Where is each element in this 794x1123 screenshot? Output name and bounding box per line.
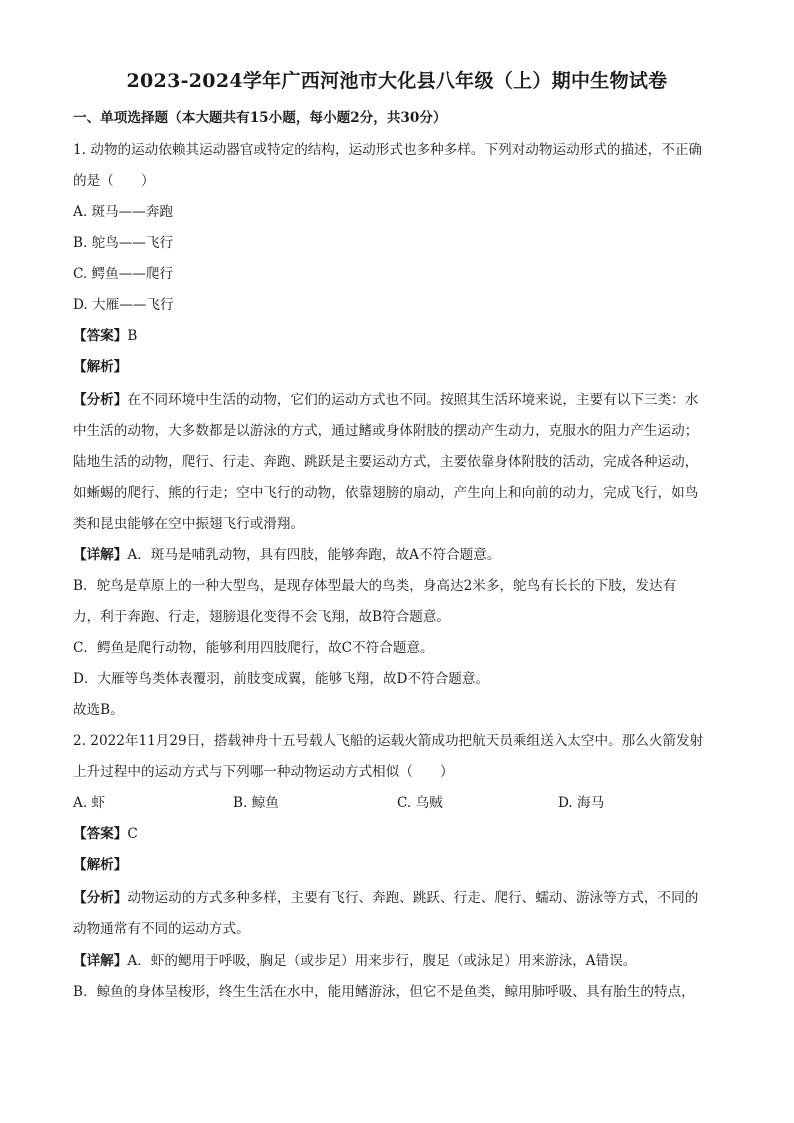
q2-option-a: A. 虾 xyxy=(73,795,106,811)
q1-stem-line-1: 1. 动物的运动依赖其运动器官或特定的结构，运动形式也多种多样。下列对动物运动形式的描述，不正确 xyxy=(73,142,703,158)
q1-analysis-tag: 【解析】 xyxy=(73,359,128,375)
q1-fenxi-line-1 xyxy=(73,389,723,411)
q1-detail-line-2: B．鸵鸟是草原上的一种大型鸟，是现存体型最大的鸟类，身高达2米多，鸵鸟有长长的下肢，发达有 xyxy=(73,578,677,594)
q1-stem-line-2: 的是（ ） xyxy=(73,173,155,189)
q2-option-b: B. 鲸鱼 xyxy=(233,795,279,811)
q2-fenxi-line-2: 动物通常有不同的运动方式。 xyxy=(73,921,250,937)
q1-detail-line-5: D．大雁等鸟类体表覆羽，前肢变成翼，能够飞翔，故D不符合题意。 xyxy=(73,671,490,687)
q1-option-b: B. 鸵鸟——飞行 xyxy=(73,235,174,251)
q1-option-d: D. 大雁——飞行 xyxy=(73,297,174,313)
q2-option-d: D. 海马 xyxy=(558,795,605,811)
fenxi-tag: 【分析】 xyxy=(73,392,128,408)
answer-tag: 【答案】 xyxy=(73,826,128,842)
answer-tag: 【答案】 xyxy=(73,328,128,344)
page-title: 2023-2024学年广西河池市大化县八年级（上）期中生物试卷 xyxy=(126,70,668,92)
q2-answer xyxy=(73,823,723,845)
q2-option-c: C. 乌贼 xyxy=(397,795,443,811)
detail-text: A．斑马是哺乳动物，具有四肢，能够奔跑，故A不符合题意。 xyxy=(127,547,501,563)
q1-conclusion: 故选B。 xyxy=(73,702,124,718)
xiangjie-tag: 【详解】 xyxy=(73,953,128,969)
answer-value: C xyxy=(127,826,138,842)
q1-answer xyxy=(73,325,723,347)
q2-fenxi-line-1 xyxy=(73,887,723,909)
xiangjie-tag: 【详解】 xyxy=(73,547,128,563)
q2-stem-line-1: 2. 2022年11月29日，搭载神舟十五号载人飞船的运载火箭成功把航天员乘组送入太空中。那么火箭发射 xyxy=(73,733,704,749)
q1-option-c: C. 鳄鱼——爬行 xyxy=(73,266,174,282)
q2-detail-line-2: B．鲸鱼的身体呈梭形，终生生活在水中，能用鳍游泳，但它不是鱼类，鲸用肺呼吸、具有胎生的特点， xyxy=(73,984,695,1000)
q1-detail-line-4: C．鳄鱼是爬行动物，能够利用四肢爬行，故C不符合题意。 xyxy=(73,640,434,656)
answer-value: B xyxy=(127,328,138,344)
q1-fenxi-line-3: 陆地生活的动物，爬行、行走、奔跑、跳跃是主要运动方式，主要依靠身体附肢的活动，完成各种运动， xyxy=(73,454,699,470)
q1-detail-line-3: 力，利于奔跑、行走，翅膀退化变得不会飞翔，故B符合题意。 xyxy=(73,609,451,625)
q2-stem-line-2: 上升过程中的运动方式与下列哪一种动物运动方式相似（ ） xyxy=(73,764,454,780)
detail-text: A．虾的鳃用于呼吸，胸足（或步足）用来步行，腹足（或泳足）用来游泳，A错误。 xyxy=(127,953,637,969)
q2-analysis-tag: 【解析】 xyxy=(73,857,128,873)
q1-option-a: A. 斑马——奔跑 xyxy=(73,204,174,220)
fenxi-text: 动物运动的方式多种多样，主要有飞行、奔跑、跳跃、行走、爬行、蠕动、游泳等方式，不同的 xyxy=(127,890,699,906)
fenxi-tag: 【分析】 xyxy=(73,890,128,906)
q1-fenxi-line-2: 中生活的动物，大多数都是以游泳的方式，通过鳍或身体附肢的摆动产生动力，克服水的阻力产生运动； xyxy=(73,423,699,439)
q1-fenxi-line-5: 类和昆虫能够在空中振翅飞行或滑翔。 xyxy=(73,516,305,532)
q1-detail-line-1 xyxy=(73,544,723,566)
section-heading: 一、单项选择题（本大题共有15小题，每小题2分，共30分） xyxy=(73,110,447,126)
q1-fenxi-line-4: 如蜥蜴的爬行、熊的行走；空中飞行的动物，依靠翅膀的扇动，产生向上和向前的动力，完成飞行，如鸟 xyxy=(73,485,699,501)
q2-detail-line-1 xyxy=(73,950,723,972)
fenxi-text: 在不同环境中生活的动物，它们的运动方式也不同。按照其生活环境来说，主要有以下三类：水 xyxy=(127,392,699,408)
